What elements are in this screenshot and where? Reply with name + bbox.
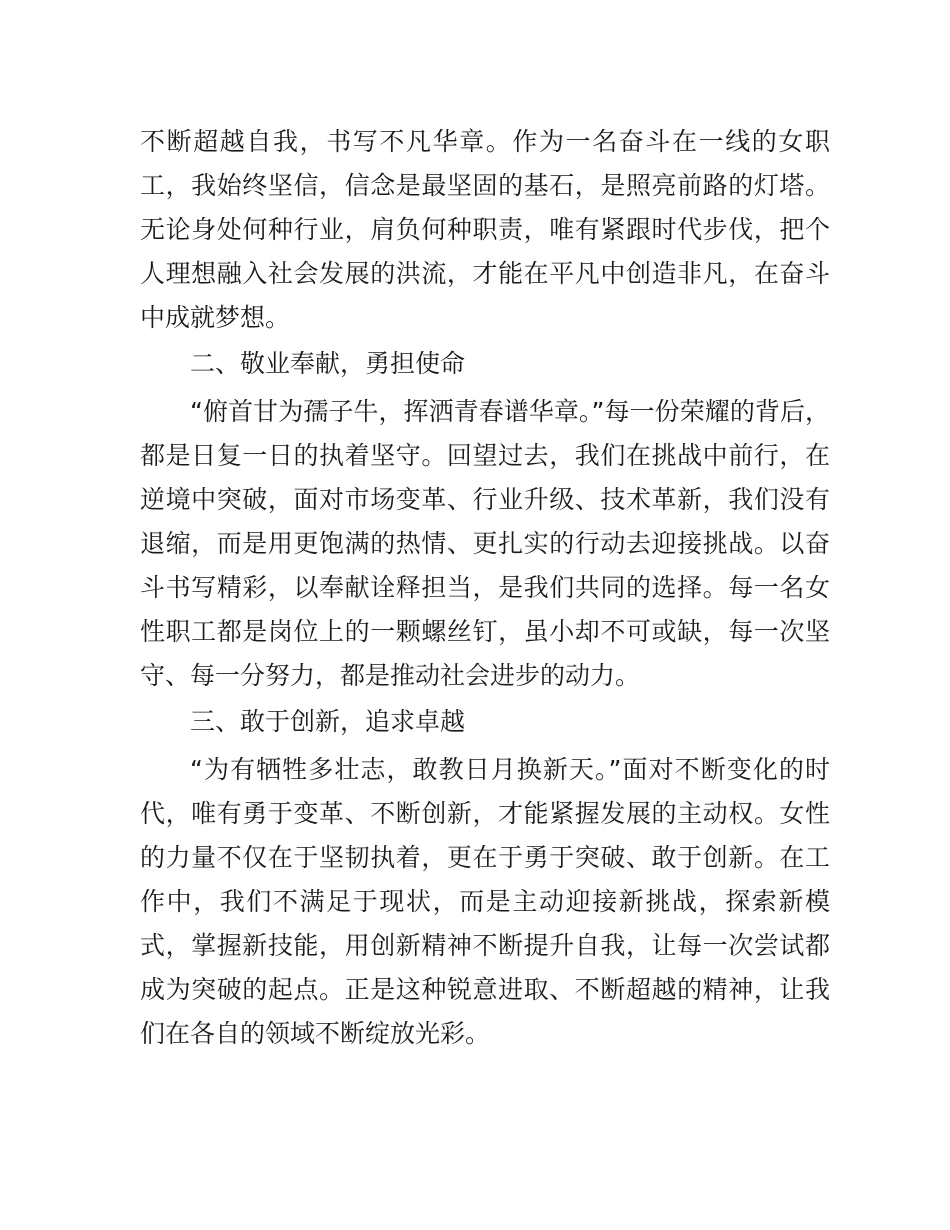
section-heading-3: 三、敢于创新，追求卓越	[190, 707, 466, 736]
paragraph-section-3: “为有牺牲多壮志，敢教日月换新天。”面对不断变化的时代，唯有勇于变革、不断创新，才能紧握发展的主动权。女性的力量不仅在于坚韧执着，更在于勇于突破、敢于创新。在工作中，我们不满足于现状，而是主动迎接新挑战，探索新模式，掌握新技能，用创新精神不断提升自我，让每一次尝试都成为突破的起点。正是这种锐意进取、不断超越的精神，让我们在各自的领域不断绽放光彩。	[140, 755, 830, 1048]
paragraph-intro-continuation: 不断超越自我，书写不凡华章。作为一名奋斗在一线的女职工，我始终坚信，信念是最坚固的基石，是照亮前路的灯塔。无论身处何种行业，肩负何种职责，唯有紧跟时代步伐，把个人理想融入社会发展的洪流，才能在平凡中创造非凡，在奋斗中成就梦想。	[140, 127, 830, 332]
section-heading-2: 二、敬业奉献，勇担使命	[190, 349, 466, 378]
document-body	[140, 120, 830, 1056]
paragraph-section-2: “俯首甘为孺子牛，挥洒青春谱华章。”每一份荣耀的背后，都是日复一日的执着坚守。回望过去，我们在挑战中前行，在逆境中突破，面对市场变革、行业升级、技术革新，我们没有退缩，而是用更饱满的热情、更扎实的行动去迎接挑战。以奋斗书写精彩，以奉献诠释担当，是我们共同的选择。每一名女性职工都是岗位上的一颗螺丝钉，虽小却不可或缺，每一次坚守、每一分努力，都是推动社会进步的动力。	[140, 397, 830, 690]
